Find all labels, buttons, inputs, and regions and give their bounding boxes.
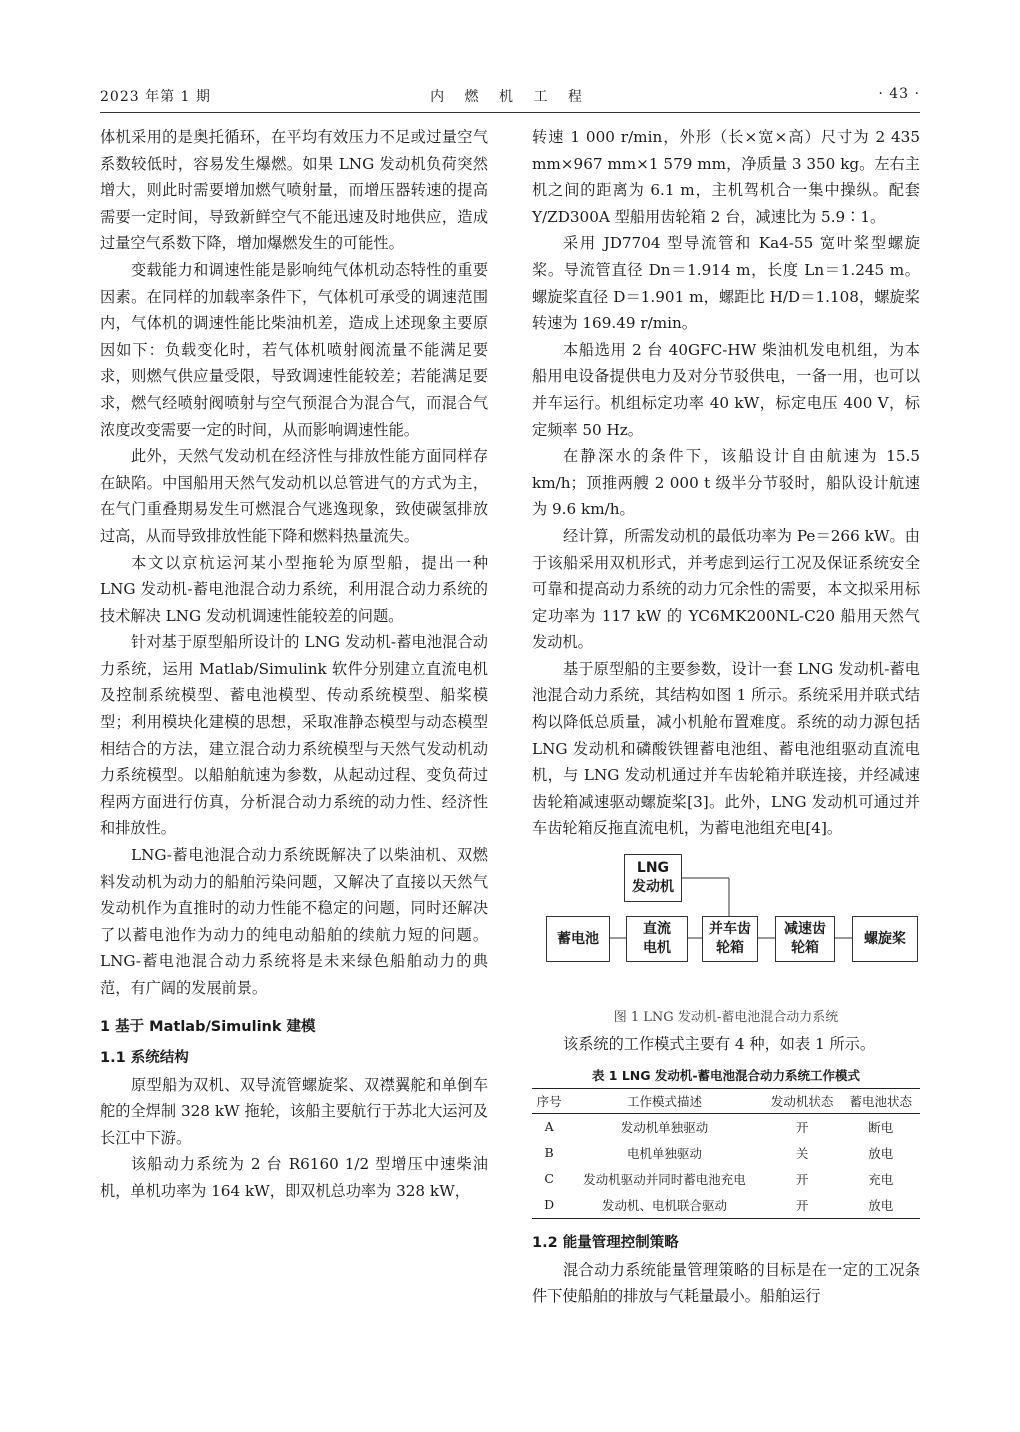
paragraph: 此外，天然气发动机在经济性与排放性能方面同样存在缺陷。中国船用天然气发动机以总管进气的方式为主，在气门重叠期易发生可燃混合气逃逸现象，致使碳氢排放过高，从而导致排放性能下降和燃料热量流失。	[100, 447, 488, 545]
table-header-row	[532, 1088, 920, 1113]
table-cell: 发动机单独驱动	[620, 1119, 709, 1135]
col-header: 序号	[532, 1088, 566, 1113]
modes-table	[532, 1088, 920, 1219]
subsection-heading: 1.2 能量管理控制策略	[532, 1234, 679, 1251]
table-cell: B	[544, 1145, 554, 1161]
table-cell: C	[544, 1171, 554, 1187]
paragraph: 在静深水的条件下，该船设计自由航速为 15.5 km/h；顶推两艘 2 000 t 级半分节驳时，船队设计航速为 9.6 km/h。	[532, 447, 920, 519]
table-cell: 发动机、电机联合驱动	[566, 1192, 763, 1219]
dc-motor-box	[626, 916, 688, 962]
reduction-gearbox-box	[775, 916, 835, 962]
paragraph: 该船动力系统为 2 台 R6160 1/2 型增压中速柴油机，单机功率为 164 kW，即双机总功率为 328 kW，	[100, 1155, 488, 1200]
table-cell: D	[532, 1192, 566, 1219]
header-rule	[100, 112, 920, 113]
parallel-gearbox-label: 并车齿 轮箱	[709, 921, 751, 957]
reduction-gearbox-label: 减速齿 轮箱	[784, 921, 826, 957]
lng-engine-box	[624, 854, 682, 902]
table-row	[532, 1192, 920, 1219]
page-number: · 43 ·	[878, 86, 920, 102]
col-header: 工作模式描述	[566, 1088, 763, 1113]
propeller-label: 螺旋桨	[864, 930, 906, 947]
table-cell: 电机单独驱动	[627, 1145, 703, 1161]
lng-engine-label: LNG 发动机	[632, 860, 674, 896]
paragraph: 针对基于原型船所设计的 LNG 发动机-蓄电池混合动力系统，运用 Matlab/Simulink 软件分别建立直流电机及控制系统模型、蓄电池模型、传动系统模型、船桨模型；利用模块化建模的思想，采取准静态模型与动态模型相结合的方法，建立混合动力系统模型与天然气发动机动力系统模型。以船舶航速为参数，从起动过程、变负荷过程两方面进行仿真，分析混合动力系统的动力性、经济性和排放性。	[100, 633, 488, 838]
table-caption: 表 1 LNG 发动机-蓄电池混合动力系统工作模式	[591, 1067, 861, 1083]
journal-title: 内 燃 机 工 程	[430, 89, 590, 105]
paragraph: 本船选用 2 台 40GFC-HW 柴油机发电机组，为本船用电设备提供电力及对分节驳供电，一备一用，也可以并车运行。机组标定功率 40 kW，标定电压 400 V，标定频率 50 Hz。	[532, 340, 920, 439]
issue-label: 2023 年第 1 期	[100, 89, 211, 105]
paragraph: LNG-蓄电池混合动力系统既解决了以柴油机、双燃料发动机为动力的船舶污染问题，又解决了直接以天然气发动机作为直推时的动力性能不稳定的问题，同时还解决了以蓄电池作为动力的纯电动船舶的续航力短的问题。LNG-蓄电池混合动力系统将是未来绿色船舶动力的典范，有广阔的发展前景。	[100, 846, 488, 997]
paragraph: 变载能力和调速性能是影响纯气体机动态特性的重要因素。在同样的加载率条件下，气体机可承受的调速范围内，气体机的调速性能比柴油机差，造成上述现象主要原因如下：负载变化时，若气体机喷射阀流量不能满足要求，则燃气供应量受限，导致调速性能较差；若能满足要求，燃气经喷射阀喷射与空气预混合为混合气，而混合气浓度改变需要一定的时间，从而影响调速性能。	[100, 260, 488, 439]
battery-label: 蓄电池	[557, 930, 599, 947]
table-cell: 断电	[868, 1119, 894, 1135]
table-cell: 开	[795, 1171, 809, 1187]
paragraph: 基于原型船的主要参数，设计一套 LNG 发动机-蓄电池混合动力系统，其结构如图 1 所示。系统采用并联式结构以降低总质量，减小机舱布置难度。系统的动力源包括 LNG 发动机和磷酸铁锂蓄电池组、蓄电池组驱动直流电机，与 LNG 发动机通过并车齿轮箱并联连接，并经减速齿轮箱减速驱动螺旋桨[3]。此外，LNG 发动机可通过并车齿轮箱反拖直流电机，为蓄电池组充电[4]。	[532, 659, 920, 838]
right-column	[532, 124, 920, 1310]
col-header: 发动机状态	[763, 1088, 842, 1113]
paragraph: 采用 JD7704 型导流管和 Ka4-55 宽叶桨型螺旋桨。导流管直径 Dn＝1.914 m，长度 Ln＝1.245 m。螺旋桨直径 D＝1.901 m，螺距比 H/D＝1.108，螺旋桨转速为 169.49 r/min。	[532, 234, 920, 333]
table-cell: 关	[795, 1145, 809, 1161]
parallel-gearbox-box	[702, 916, 758, 962]
table-cell: 开	[795, 1119, 809, 1135]
paragraph: 本文以京杭运河某小型拖轮为原型船，提出一种 LNG 发动机-蓄电池混合动力系统，利用混合动力系统的技术解决 LNG 发动机调速性能较差的问题。	[100, 553, 488, 625]
paragraph: 经计算，所需发动机的最低功率为 Pe＝266 kW。由于该船采用双机形式，并考虑到运行工况及保证系统安全可靠和提高动力系统的动力冗余性的需要，本文拟采用标定功率为 117 kW 的 YC6MK200NL-C20 船用天然气发动机。	[532, 526, 920, 652]
table-cell: 放电	[841, 1192, 920, 1219]
section-heading: 1 基于 Matlab/Simulink 建模	[100, 1018, 316, 1035]
paragraph: 原型船为双机、双导流管螺旋桨、双襟翼舵和单倒车舵的全焊制 328 kW 拖轮，该船主要航行于苏北大运河及长江中下游。	[100, 1075, 488, 1147]
table-row	[532, 1113, 920, 1140]
dc-motor-label: 直流 电机	[643, 921, 671, 957]
table-cell: 充电	[868, 1171, 894, 1187]
left-column	[100, 124, 488, 1205]
paragraph: 混合动力系统能量管理策略的目标是在一定的工况条件下使船舶的排放与气耗量最小。船舶运行	[532, 1260, 920, 1306]
figure-caption: 图 1 LNG 发动机-蓄电池混合动力系统	[613, 1010, 839, 1026]
table-row	[532, 1166, 920, 1192]
table-cell: 开	[763, 1192, 842, 1219]
running-header	[100, 86, 920, 110]
paragraph: 体机采用的是奥托循环，在平均有效压力不足或过量空气系数较低时，容易发生爆燃。如果 LNG 发动机负荷突然增大，则此时需要增加燃气喷射量，而增压器转速的提高需要一定时间，导致新鲜空气不能迅速及时地供应，造成过量空气系数下降，增加爆燃发生的可能性。	[100, 128, 488, 253]
propeller-box	[852, 916, 918, 962]
figure-1-diagram	[532, 842, 920, 1002]
table-cell: 发动机驱动并同时蓄电池充电	[583, 1171, 746, 1187]
col-header: 蓄电池状态	[841, 1088, 920, 1113]
subsection-heading: 1.1 系统结构	[100, 1049, 189, 1066]
table-row	[532, 1140, 920, 1166]
paragraph: 转速 1 000 r/min，外形（长×宽×高）尺寸为 2 435 mm×967 mm×1 579 mm，净质量 3 350 kg。左右主机之间的距离为 6.1 m，主机驾机合一集中操纵。配套 Y/ZD300A 型船用齿轮箱 2 台，减速比为 5.9∶1。	[532, 128, 920, 226]
table-cell: 放电	[868, 1145, 894, 1161]
battery-box	[546, 916, 610, 962]
paragraph: 该系统的工作模式主要有 4 种，如表 1 所示。	[563, 1035, 876, 1054]
table-cell: A	[544, 1119, 554, 1135]
